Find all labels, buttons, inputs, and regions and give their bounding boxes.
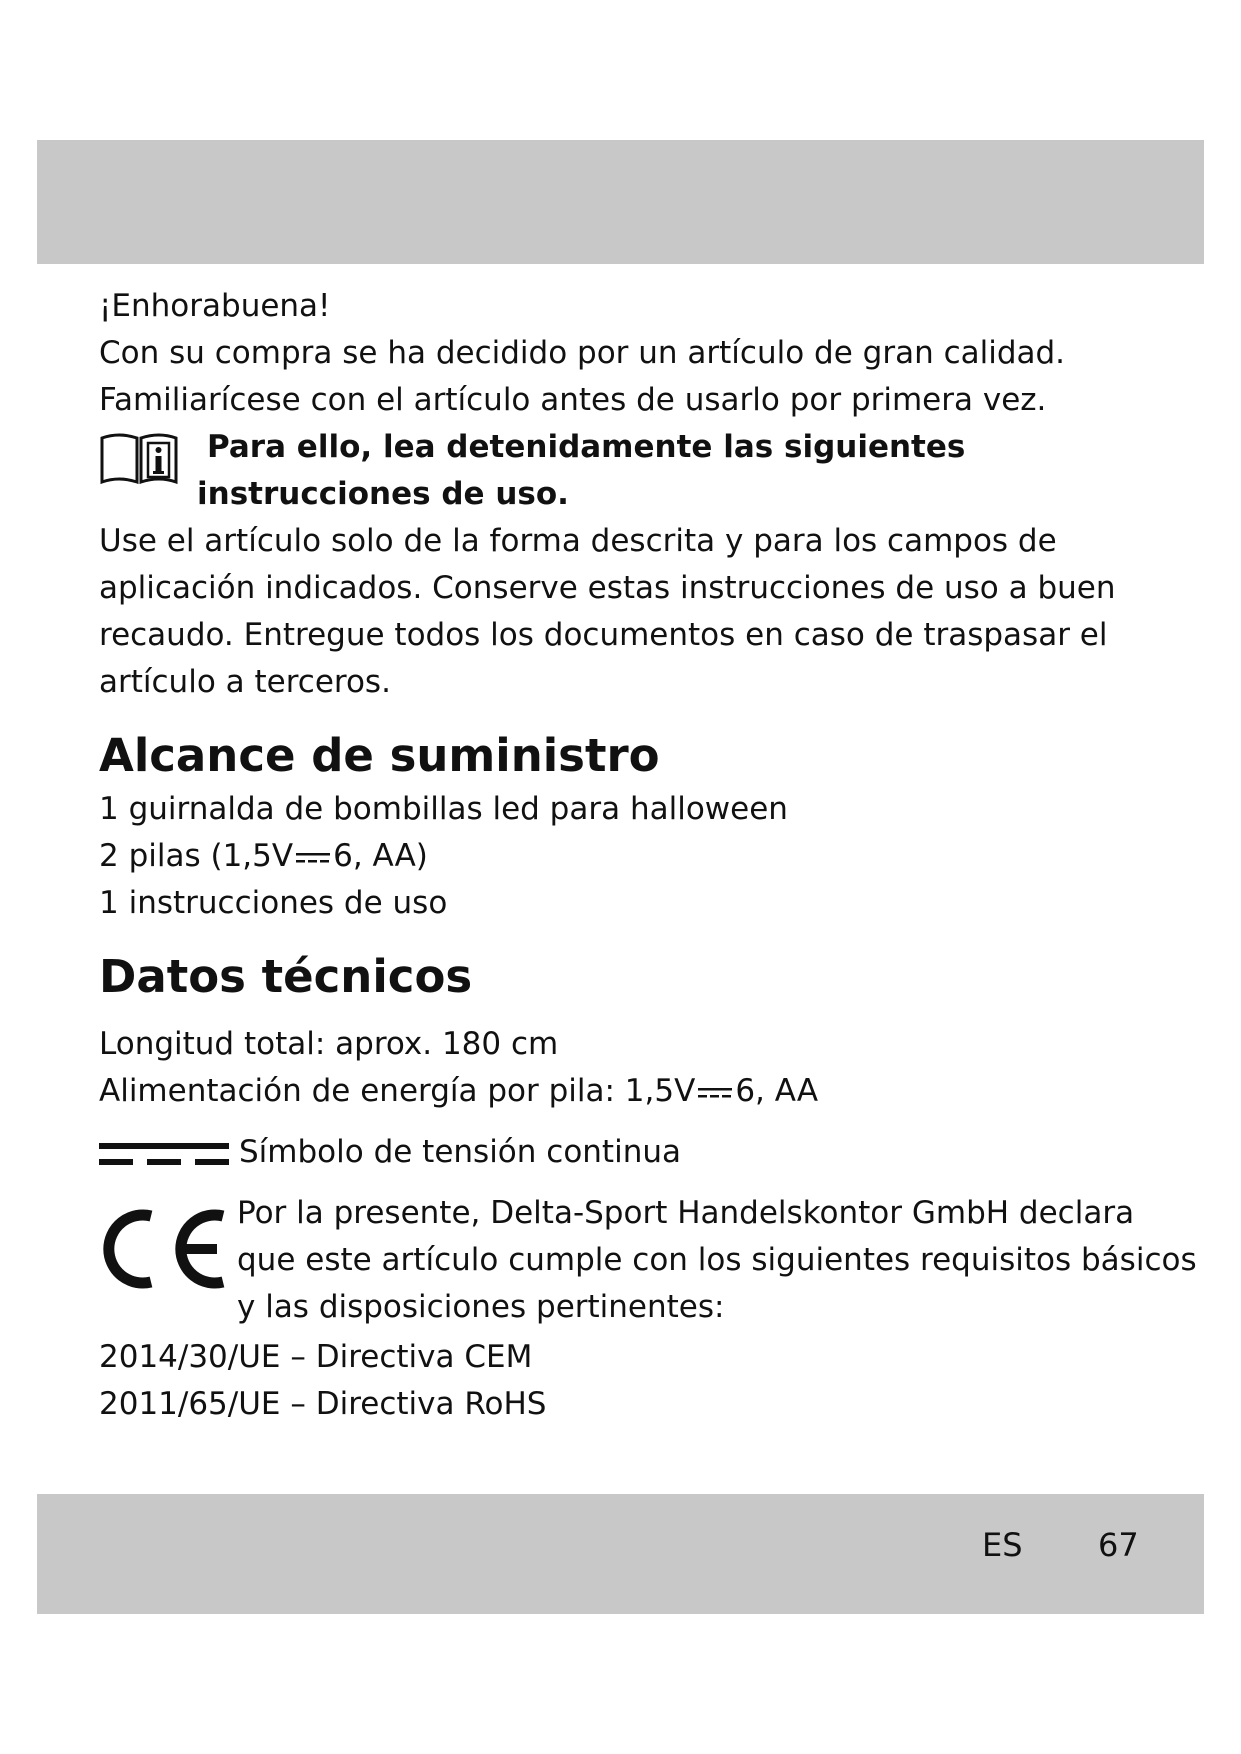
body-line-4: artículo a terceros.: [99, 664, 391, 700]
dc-lr-symbol-icon: [295, 847, 331, 869]
tech-power: Alimentación de energía por pila: 1,5V 6, AA: [99, 1073, 819, 1109]
language-code: ES: [982, 1526, 1023, 1564]
read-instructions-note: [99, 424, 1159, 518]
ce-line-1: Por la presente, Delta-Sport Handelskontor GmbH declara: [237, 1195, 1135, 1231]
body-line-1: Use el artículo solo de la forma descrita y para los campos de: [99, 523, 1057, 559]
note-line-2: instrucciones de uso.: [197, 476, 569, 512]
supply-item-3: 1 instrucciones de uso: [99, 885, 448, 921]
ce-mark-icon: [99, 1200, 229, 1298]
ce-declaration: [99, 1190, 1197, 1334]
directive-1: 2014/30/UE – Directiva CEM: [99, 1339, 533, 1375]
dc-lr-symbol-icon: [697, 1082, 733, 1104]
body-line-2: aplicación indicados. Conserve estas instrucciones de uso a buen: [99, 570, 1116, 606]
supply-heading: Alcance de suministro: [99, 729, 660, 782]
ce-line-2: que este artículo cumple con los siguientes requisitos básicos: [237, 1242, 1197, 1278]
ce-line-3: y las disposiciones pertinentes:: [237, 1289, 725, 1325]
tech-heading: Datos técnicos: [99, 950, 473, 1003]
book-info-icon: [99, 430, 179, 486]
footer-band: [37, 1494, 1204, 1614]
tech-length: Longitud total: aprox. 180 cm: [99, 1026, 559, 1062]
page-number: 67: [1098, 1526, 1139, 1564]
supply-item-1: 1 guirnalda de bombillas led para halloween: [99, 791, 788, 827]
intro-line-1: Con su compra se ha decidido por un artículo de gran calidad.: [99, 335, 1066, 371]
note-line-1: Para ello, lea detenidamente las siguientes: [207, 429, 966, 465]
supply-item-2: 2 pilas (1,5V 6, AA): [99, 838, 428, 874]
greeting: ¡Enhorabuena!: [99, 288, 331, 324]
dc-symbol-row: Símbolo de tensión continua: [99, 1129, 1159, 1176]
body-line-3: recaudo. Entregue todos los documentos en caso de traspasar el: [99, 617, 1108, 653]
directive-2: 2011/65/UE – Directiva RoHS: [99, 1386, 547, 1422]
direct-current-symbol-icon: [99, 1139, 229, 1169]
ce-text: [237, 1190, 1197, 1331]
page-content: [99, 283, 1197, 1428]
intro-line-2: Familiarícese con el artículo antes de usarlo por primera vez.: [99, 382, 1047, 418]
header-band: [37, 140, 1204, 264]
